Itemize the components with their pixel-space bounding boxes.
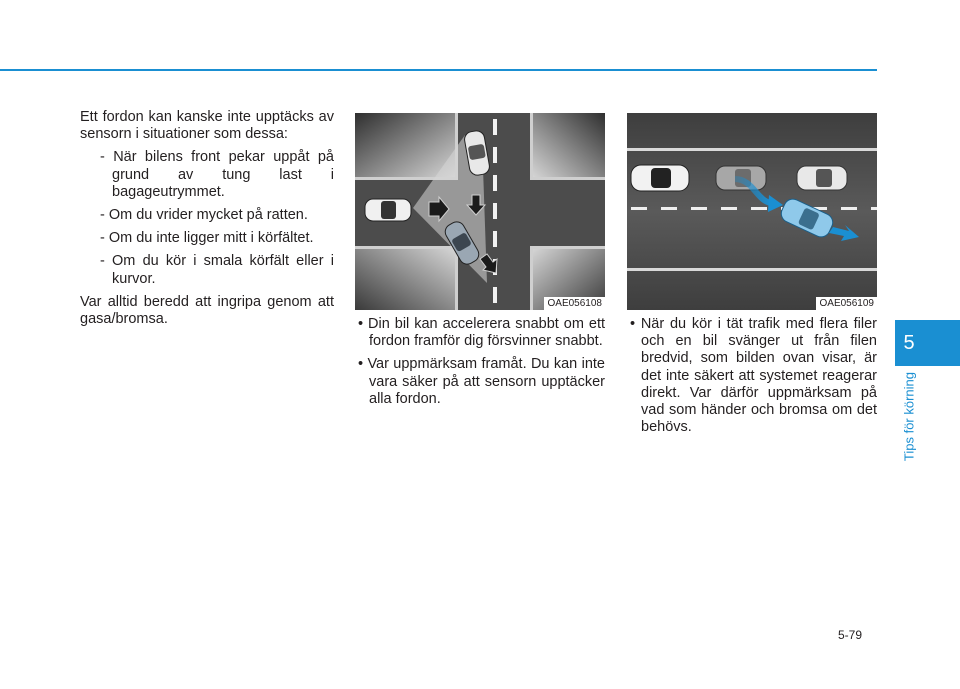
chapter-tab <box>895 320 960 366</box>
lane-change-illustration <box>627 113 877 310</box>
closing-paragraph: Var alltid beredd att ingripa genom att gasa/bromsa. <box>80 293 334 328</box>
figure-code: OAE056108 <box>544 297 606 310</box>
figure-code: OAE056109 <box>816 297 878 310</box>
list-item: - Om du inte ligger mitt i körfältet. <box>100 230 314 247</box>
left-text-column <box>80 109 334 334</box>
bullet-item: • Var uppmärksam framåt. Du kan inte vara säker på att sensorn upptäcker alla fordon. <box>358 356 605 407</box>
list-item: - När bilens front pekar uppåt på grund av tung last i bagageutrymmet. <box>100 149 334 200</box>
middle-text-column <box>355 316 605 414</box>
lane-change-drawing <box>627 113 877 310</box>
chapter-label <box>895 372 923 482</box>
list-item: - Om du kör i smala körfält eller i kurvor. <box>100 253 334 287</box>
right-text-column <box>627 316 877 442</box>
page-number: 5-79 <box>838 628 863 642</box>
chapter-number: 5 <box>903 332 915 354</box>
top-rule <box>0 69 877 71</box>
list-item: - Om du vrider mycket på ratten. <box>100 207 308 224</box>
intro-paragraph: Ett fordon kan kanske inte upptäcks av sensorn i situationer som dessa: <box>80 109 334 143</box>
intersection-drawing <box>355 113 605 310</box>
bullet-item: • När du kör i tät trafik med flera filer och en bil svänger ut från filen bredvid, som bilden ovan visar, är det inte säkert att systemet reagerar direkt. Var därför uppmärksam på vad som händer och bromsa om det behövs. <box>630 316 877 436</box>
intersection-illustration <box>355 113 605 310</box>
chapter-title: Tips för körning <box>901 372 917 462</box>
bullet-item: • Din bil kan accelerera snabbt om ett fordon framför dig försvinner snabbt. <box>358 316 605 350</box>
